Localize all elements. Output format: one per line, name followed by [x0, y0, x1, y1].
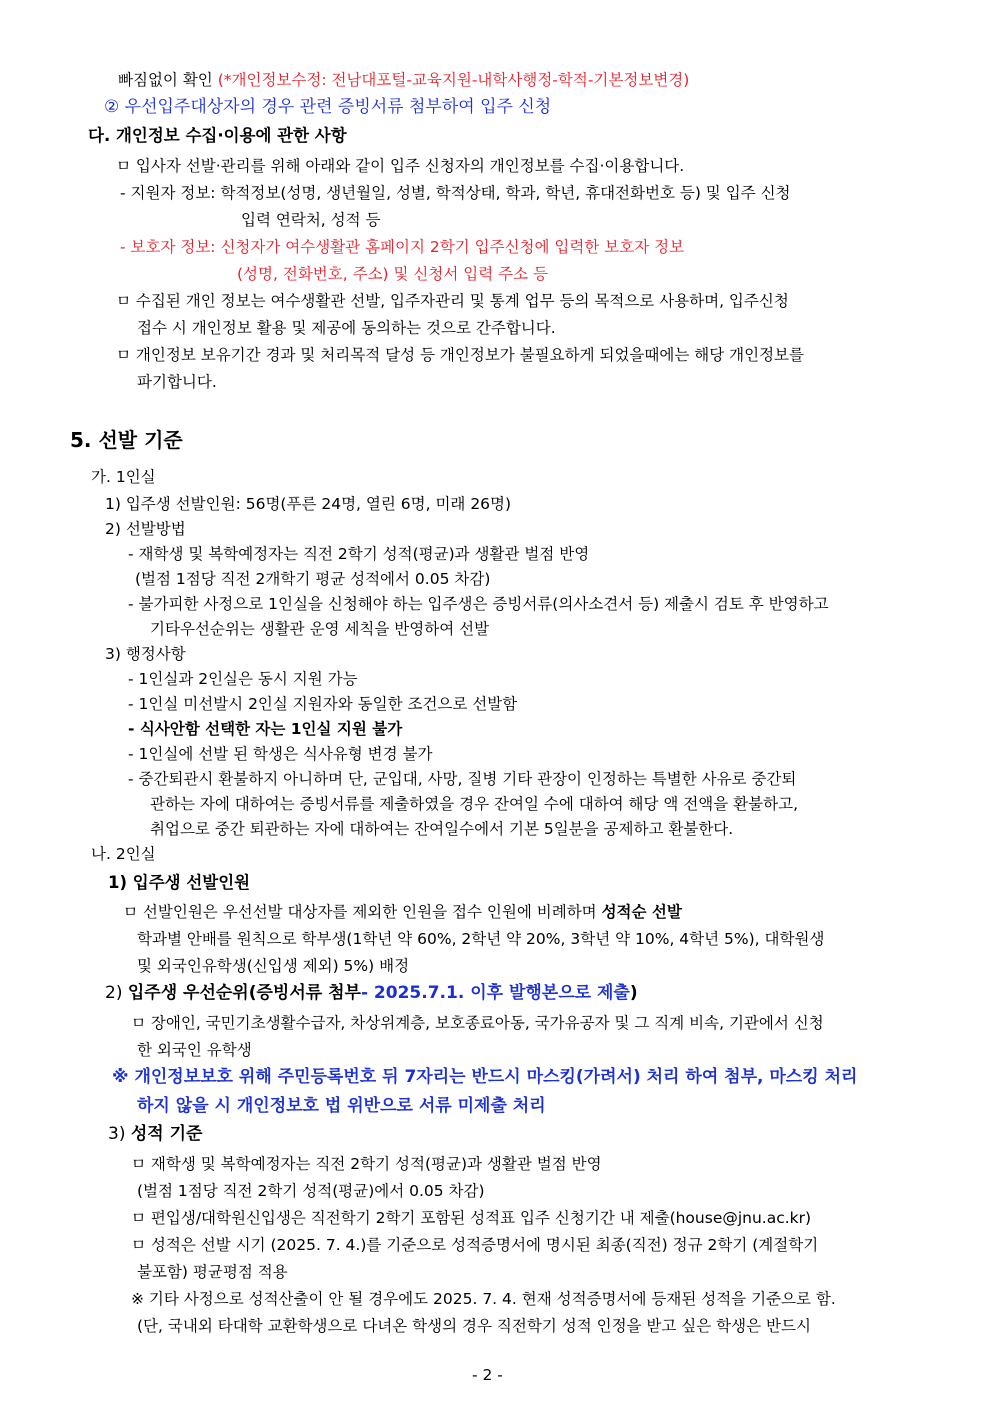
text-line: - 1인실 미선발시 2인실 지원자와 동일한 조건으로 선발함: [128, 695, 518, 713]
text-line: 한 외국인 유학생: [137, 1041, 252, 1059]
text-line: - 식사안함 선택한 자는 1인실 지원 불가: [128, 720, 403, 738]
text-line: 빠짐없이 확인 (*개인정보수정: 전남대포털-교육지원-내학사행정-학적-기본정보변경): [118, 71, 690, 89]
text-line: 3) 행정사항: [105, 645, 186, 663]
text-line: ㅁ 수집된 개인 정보는 여수생활관 선발, 입주자관리 및 통계 업무 등의 목적으로 사용하며, 입주신청: [116, 292, 789, 310]
text-line: ㅁ 재학생 및 복학예정자는 직전 2학기 성적(평균)과 생활관 벌점 반영: [131, 1155, 602, 1173]
item-heading: 1) 입주생 선발인원: [108, 873, 251, 892]
text-line: 파기합니다.: [137, 373, 217, 391]
text-line: 불포함) 평균평점 적용: [137, 1263, 288, 1281]
text-line: ② 우선입주대상자의 경우 관련 증빙서류 첨부하여 입주 신청: [104, 97, 552, 117]
text-line: (벌점 1점당 직전 2개학기 평균 성적에서 0.05 차감): [135, 570, 491, 588]
warning-line: ※ 개인정보보호 위해 주민등록번호 뒤 7자리는 반드시 마스킹(가려서) 처리 하여 첨부, 마스킹 처리: [112, 1067, 858, 1087]
text-line: 및 외국인유학생(신입생 제외) 5%) 배정: [137, 957, 410, 975]
text-line: ㅁ 장애인, 국민기초생활수급자, 차상위계층, 보호종료아동, 국가유공자 및 그 직계 비속, 기관에서 신청: [131, 1014, 824, 1032]
text-line: ㅁ 선발인원은 우선선발 대상자를 제외한 인원을 접수 인원에 비례하며 성적순 선발: [123, 903, 682, 921]
item-heading: 2) 입주생 우선순위(증빙서류 첨부- 2025.7.1. 이후 발행본으로 제출): [105, 983, 638, 1003]
text-line: ㅁ 성적은 선발 시기 (2025. 7. 4.)를 기준으로 성적증명서에 명시된 최종(직전) 정규 2학기 (계절학기: [131, 1236, 819, 1254]
text-line: 학과별 안배를 원칙으로 학부생(1학년 약 60%, 2학년 약 20%, 3학년 약 10%, 4학년 5%), 대학원생: [137, 930, 825, 948]
blue-note: - 2025.7.1. 이후 발행본으로 제출: [360, 983, 630, 1003]
text-line: 기타우선순위는 생활관 운영 세칙을 반영하여 선발: [150, 620, 490, 638]
bold-phrase: 성적순 선발: [601, 903, 682, 921]
item-heading: 3) 성적 기준: [108, 1124, 203, 1144]
section-title: 5. 선발 기준: [70, 428, 183, 452]
red-note: (*개인정보수정: 전남대포털-교육지원-내학사행정-학적-기본정보변경): [217, 71, 690, 89]
text-line: - 중간퇴관시 환불하지 아니하며 단, 군입대, 사망, 질병 기타 관장이 인정하는 특별한 사유로 중간퇴: [128, 770, 797, 788]
text-line: 취업으로 중간 퇴관하는 자에 대하여는 잔여일수에서 기본 5일분을 공제하고 환불한다.: [150, 820, 734, 838]
text-line: 2) 선발방법: [105, 520, 186, 538]
text-line: (성명, 전화번호, 주소) 및 신청서 입력 주소 등: [237, 265, 548, 283]
warning-line: 하지 않을 시 개인정보호 법 위반으로 서류 미제출 처리: [137, 1096, 546, 1116]
subsection-heading: 가. 1인실: [91, 468, 156, 486]
text-line: - 보호자 정보: 신청자가 여수생활관 홈페이지 2학기 입주신청에 입력한 보호자 정보: [120, 238, 685, 256]
text-line: 1) 입주생 선발인원: 56명(푸른 24명, 열린 6명, 미래 26명): [105, 495, 512, 513]
text-line: - 불가피한 사정으로 1인실을 신청해야 하는 입주생은 증빙서류(의사소견서 등) 제출시 검토 후 반영하고: [128, 595, 829, 613]
text-line: - 지원자 정보: 학적정보(성명, 생년월일, 성별, 학적상태, 학과, 학년, 휴대전화번호 등) 및 입주 신청: [120, 184, 791, 202]
text-line: 접수 시 개인정보 활용 및 제공에 동의하는 것으로 간주합니다.: [137, 319, 556, 337]
text-line: (벌점 1점당 직전 2학기 성적(평균)에서 0.05 차감): [137, 1182, 485, 1200]
text-line: (단, 국내외 타대학 교환학생으로 다녀온 학생의 경우 직전학기 성적 인정을 받고 싶은 학생은 반드시: [137, 1317, 811, 1335]
text-line: - 재학생 및 복학예정자는 직전 2학기 성적(평균)과 생활관 벌점 반영: [128, 545, 590, 563]
page-number: - 2 -: [472, 1366, 503, 1384]
section-heading: 다. 개인정보 수집·이용에 관한 사항: [88, 126, 347, 145]
text-line: 관하는 자에 대하여는 증빙서류를 제출하였을 경우 잔여일 수에 대하여 해당 액 전액을 환불하고,: [150, 795, 799, 813]
text-line: ※ 기타 사정으로 성적산출이 안 될 경우에도 2025. 7. 4. 현재 성적증명서에 등재된 성적을 기준으로 함.: [131, 1290, 836, 1308]
text-line: ㅁ 입사자 선발·관리를 위해 아래와 같이 입주 신청자의 개인정보를 수집·이용합니다.: [116, 157, 685, 175]
text-line: ㅁ 개인정보 보유기간 경과 및 처리목적 달성 등 개인정보가 불필요하게 되었을때에는 해당 개인정보를: [116, 346, 804, 364]
text-line: - 1인실에 선발 된 학생은 식사유형 변경 불가: [128, 745, 433, 763]
subsection-heading: 나. 2인실: [91, 845, 156, 863]
text-line: - 1인실과 2인실은 동시 지원 가능: [128, 670, 358, 688]
text-line: ㅁ 편입생/대학원신입생은 직전학기 2학기 포함된 성적표 입주 신청기간 내 제출(house@jnu.ac.kr): [131, 1209, 812, 1227]
text-line: 입력 연락처, 성적 등: [241, 211, 381, 229]
